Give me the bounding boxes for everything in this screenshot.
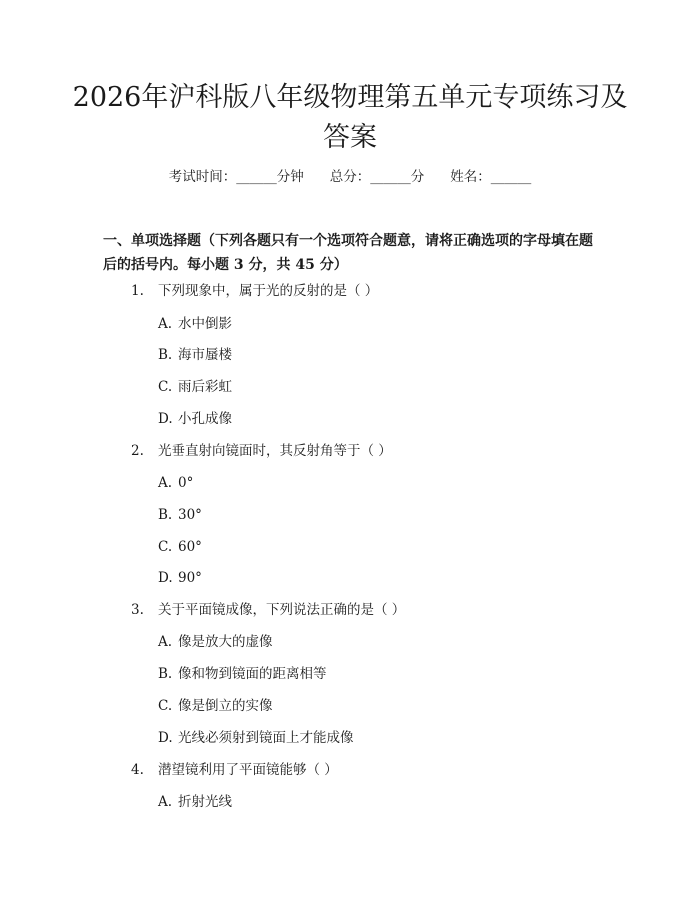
question-3 — [131, 600, 405, 620]
option-text: 雨后彩虹 — [178, 379, 232, 395]
option-text: 折射光线 — [178, 794, 232, 810]
question-number: 4. — [131, 762, 144, 778]
question-1 — [131, 281, 378, 301]
question-1-option-b — [158, 345, 232, 365]
option-letter: A. — [158, 794, 173, 810]
question-3-option-b — [158, 664, 327, 684]
option-text: 0° — [178, 475, 194, 491]
exam-time-field: 考试时间：______分钟 — [168, 169, 304, 185]
question-text: 下列现象中，属于光的反射的是（ ） — [158, 283, 379, 299]
option-letter: C. — [158, 698, 173, 714]
question-text: 关于平面镜成像，下列说法正确的是（ ） — [158, 602, 406, 618]
question-4 — [131, 760, 338, 780]
option-text: 60° — [178, 539, 202, 555]
option-letter: A. — [158, 316, 173, 332]
question-number: 3. — [131, 602, 144, 618]
option-letter: D. — [158, 411, 173, 427]
question-text: 光垂直射向镜面时，其反射角等于（ ） — [158, 443, 392, 459]
option-text: 小孔成像 — [178, 411, 232, 427]
exam-meta — [0, 167, 700, 187]
option-text: 像是放大的虚像 — [178, 634, 273, 650]
option-letter: D. — [158, 730, 173, 746]
option-letter: D. — [158, 570, 173, 586]
option-text: 水中倒影 — [178, 316, 232, 332]
option-letter: B. — [158, 507, 173, 523]
option-letter: B. — [158, 347, 173, 363]
question-text: 潜望镜利用了平面镜能够（ ） — [158, 762, 338, 778]
option-letter: A. — [158, 634, 173, 650]
question-1-option-d — [158, 409, 232, 429]
question-1-option-a — [158, 314, 232, 334]
option-text: 90° — [178, 570, 202, 586]
option-letter: C. — [158, 379, 173, 395]
page-title: 2026年沪科版八年级物理第五单元专项练习及答案 — [72, 82, 628, 153]
student-name-field: 姓名：______ — [450, 169, 532, 185]
question-3-option-d — [158, 728, 354, 748]
option-letter: A. — [158, 475, 173, 491]
option-text: 像是倒立的实像 — [178, 698, 273, 714]
option-text: 海市蜃楼 — [178, 347, 232, 363]
question-3-option-c — [158, 696, 273, 716]
option-text: 30° — [178, 507, 202, 523]
question-2-option-a — [158, 473, 193, 493]
question-3-option-a — [158, 632, 273, 652]
question-2-option-b — [158, 505, 202, 525]
question-number: 1. — [131, 283, 144, 299]
question-1-option-c — [158, 377, 232, 397]
section-heading: 一、单项选择题（下列各题只有一个选项符合题意，请将正确选项的字母填在题后的括号内。每小题 3 分，共 45 分） — [103, 233, 593, 273]
option-letter: C. — [158, 539, 173, 555]
total-score-field: 总分：______分 — [329, 169, 425, 185]
option-letter: B. — [158, 666, 173, 682]
option-text: 光线必须射到镜面上才能成像 — [178, 730, 354, 746]
question-2-option-c — [158, 537, 202, 557]
question-4-option-a — [158, 792, 232, 812]
question-number: 2. — [131, 443, 144, 459]
question-2-option-d — [158, 568, 202, 588]
question-2 — [131, 441, 392, 461]
option-text: 像和物到镜面的距离相等 — [178, 666, 327, 682]
